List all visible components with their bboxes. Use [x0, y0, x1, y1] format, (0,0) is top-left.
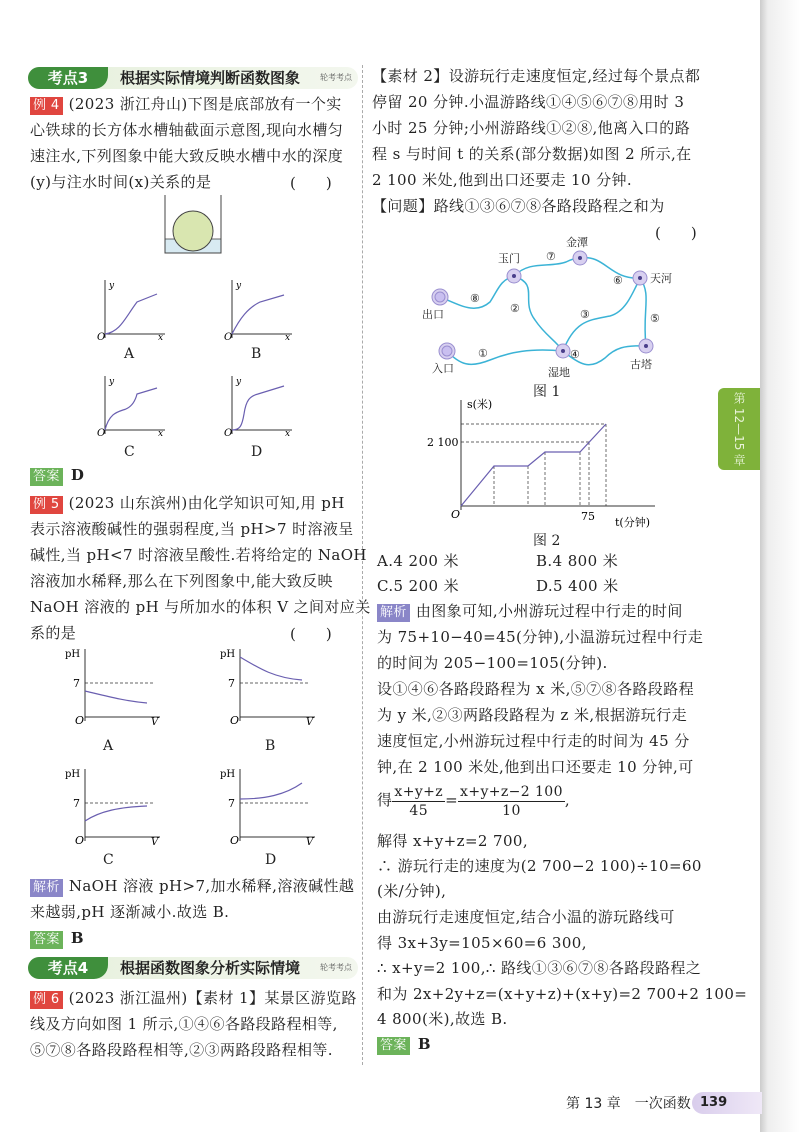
example-5-line: NaOH 溶液的 pH 与所加水的体积 V 之间对应关 — [30, 598, 371, 616]
example-6-line: 线及方向如图 1 所示,①④⑥各路段路程相等, — [30, 1015, 338, 1033]
example-6-line — [30, 988, 357, 1009]
chapter-side-tab: 第 12—15 章 — [718, 388, 760, 470]
example-badge: 例 5 — [30, 496, 63, 514]
origin-label: O — [97, 332, 106, 343]
route-map-figure-1 — [420, 236, 672, 385]
origin-label: O — [75, 714, 85, 727]
analysis-line: 4 800(米),故选 B. — [377, 1010, 508, 1028]
ph-seven-label: 7 — [73, 677, 80, 690]
example-5-line: 溶液加水稀释,那么在下列图象中,能大致反映 — [30, 572, 333, 590]
denominator: 10 — [502, 802, 521, 819]
x-axis-label: x — [285, 333, 291, 343]
answer-paren: ( ) — [655, 224, 697, 242]
answer-value: D — [70, 466, 85, 484]
answer-value: B — [417, 1035, 431, 1053]
material-2-line: 【素材 2】设游玩行走速度恒定,经过每个景点都 — [372, 67, 701, 85]
equals: = — [445, 791, 459, 809]
x-axis-label: x — [158, 333, 164, 343]
question-line: 【问题】路线①③⑥⑦⑧各路段路程之和为 — [372, 197, 665, 215]
analysis-line: 为 y 米,②③两路段路程为 z 米,根据游玩行走 — [377, 706, 687, 724]
analysis-line: 解得 x+y+z=2 700, — [377, 832, 529, 850]
footer-chapter-title: 第 13 章 一次函数 — [566, 1096, 691, 1112]
example-badge: 例 6 — [30, 991, 63, 1009]
option-label: C — [103, 852, 114, 868]
ph-graph-option-a — [55, 645, 165, 728]
segment-label: ⑤ — [650, 312, 660, 325]
equation-line — [377, 782, 570, 820]
text: (2023 浙江温州)【素材 1】某景区游览路 — [68, 989, 357, 1007]
distance-time-graph-figure-2 — [425, 396, 665, 531]
option-a: A.4 200 米 — [377, 552, 459, 570]
numerator: x+y+z−2 100 — [460, 783, 563, 800]
column-divider — [362, 65, 363, 1065]
section-title: 根据实际情境判断函数图象 — [120, 69, 301, 87]
place-wetland: 湿地 — [548, 366, 570, 379]
x-axis-label: x — [158, 429, 164, 439]
analysis-line: 速度恒定,小州游玩过程中行走的时间为 45 分 — [377, 732, 690, 750]
y-axis-label: pH — [220, 769, 236, 780]
x-axis-label: V — [306, 717, 314, 728]
graph-option-d — [222, 374, 297, 439]
material-2-line: 2 100 米处,他到出口还要走 10 分钟. — [372, 171, 633, 189]
option-d: D.5 400 米 — [536, 577, 619, 595]
option-label: A — [124, 346, 135, 362]
option-label: D — [251, 444, 263, 460]
analysis-line: ∴ x+y=2 100,∴ 路线①③⑥⑦⑧各路段路程之 — [377, 959, 702, 977]
y-axis-label: y — [109, 377, 115, 387]
option-label: A — [103, 738, 114, 754]
x-axis-label: V — [151, 717, 159, 728]
example-5-line — [30, 493, 345, 514]
place-jintan: 金潭 — [566, 236, 588, 249]
y-axis-label: y — [236, 377, 242, 387]
y-tick-2100: 2 100 — [427, 436, 459, 449]
numerator: x+y+z — [394, 783, 444, 800]
graph-option-c — [95, 374, 170, 439]
analysis-line: 为 75+10−40=45(分钟),小温游玩过程中行走 — [377, 628, 704, 646]
segment-label: ④ — [570, 348, 580, 361]
fraction — [458, 783, 565, 820]
x-axis-label: V — [306, 837, 314, 848]
answer-paren: ( ) — [290, 174, 332, 192]
origin-label: O — [451, 508, 461, 521]
graph-option-b — [222, 278, 297, 343]
analysis-line: 和为 2x+2y+z=(x+y+z)+(x+y)=2 700+2 100= — [377, 985, 748, 1003]
y-axis-label: s(米) — [467, 398, 493, 411]
answer-value: B — [70, 929, 84, 947]
origin-label: O — [75, 834, 85, 847]
text: 得 — [377, 791, 393, 809]
section-tag: 轮考考点 — [320, 963, 352, 972]
segment-label: ① — [478, 347, 488, 360]
ph-graph-option-c — [55, 765, 165, 848]
option-label: B — [265, 738, 276, 754]
analysis-line: 得 3x+3y=105×60=6 300, — [377, 934, 587, 952]
analysis-line: 的时间为 205−100=105(分钟). — [377, 654, 608, 672]
place-yumen: 玉门 — [498, 252, 520, 265]
x-axis-label: V — [151, 837, 159, 848]
material-2-line: 小时 25 分钟;小州游路线①②⑧,他离入口的路 — [372, 119, 691, 137]
text: 由图象可知,小州游玩过程中行走的时间 — [415, 602, 683, 620]
segment-label: ③ — [580, 308, 590, 321]
analysis-line: 由游玩行走速度恒定,结合小温的游玩路线可 — [377, 908, 675, 926]
ph-seven-label: 7 — [73, 797, 80, 810]
section-tag: 轮考考点 — [320, 73, 352, 82]
text: , — [564, 791, 571, 809]
graph-option-a — [95, 278, 170, 343]
ph-graph-option-b — [210, 645, 320, 728]
analysis-badge: 解析 — [377, 604, 410, 622]
origin-label: O — [97, 428, 106, 439]
analysis-line — [377, 601, 683, 622]
place-guta: 古塔 — [630, 358, 652, 371]
option-label: B — [251, 346, 262, 362]
ph-graph-option-d — [210, 765, 320, 848]
text: (2023 山东滨州)由化学知识可知,用 pH — [68, 494, 345, 512]
x-axis-label: t(分钟) — [615, 516, 651, 529]
place-tianhe: 天河 — [650, 272, 672, 285]
text: (2023 浙江舟山)下图是底部放有一个实 — [68, 95, 342, 113]
place-entrance: 入口 — [432, 362, 454, 375]
example-4-answer — [30, 465, 84, 486]
denominator: 45 — [409, 802, 429, 819]
section-header-kaodian4 — [28, 957, 358, 979]
option-c: C.5 200 米 — [377, 577, 460, 595]
answer-paren: ( ) — [290, 625, 332, 643]
example-4-line — [30, 94, 342, 115]
y-axis-label: y — [109, 281, 115, 291]
example-5-answer — [30, 928, 84, 949]
option-label: D — [265, 852, 277, 868]
y-axis-label: pH — [65, 769, 81, 780]
x-axis-label: x — [285, 429, 291, 439]
page-binding-edge — [760, 0, 800, 1132]
example-badge: 例 4 — [30, 97, 63, 115]
fraction — [392, 783, 445, 820]
answer-badge: 答案 — [30, 931, 63, 949]
origin-label: O — [224, 428, 233, 439]
origin-label: O — [230, 834, 240, 847]
example-6-line: ⑤⑦⑧各路段路程相等,②③两路段路程相等. — [30, 1041, 333, 1059]
section-badge: 考点4 — [28, 957, 108, 979]
page-number: 139 — [692, 1092, 762, 1114]
y-axis-label: pH — [65, 649, 81, 660]
section-badge: 考点3 — [28, 67, 108, 89]
segment-label: ⑧ — [470, 292, 480, 305]
section-header-kaodian3 — [28, 67, 358, 89]
answer-badge: 答案 — [30, 468, 63, 486]
example-5-analysis: 来越弱,pH 逐渐减小.故选 B. — [30, 903, 230, 921]
example-4-line: 心铁球的长方体水槽轴截面示意图,现向水槽匀 — [30, 121, 344, 139]
y-axis-label: y — [236, 281, 242, 291]
x-tick-75: 75 — [581, 510, 595, 523]
figure-1-caption: 图 1 — [533, 384, 561, 400]
analysis-line: 钟,在 2 100 米处,他到出口还要走 10 分钟,可 — [377, 758, 694, 776]
answer-line — [377, 1034, 431, 1055]
material-2-line: 停留 20 分钟.小温游路线①④⑤⑥⑦⑧用时 3 — [372, 93, 685, 111]
option-label: C — [124, 444, 135, 460]
text: NaOH 溶液 pH>7,加水稀释,溶液碱性越 — [68, 877, 355, 895]
ph-seven-label: 7 — [228, 797, 235, 810]
y-axis-label: pH — [220, 649, 236, 660]
example-5-line: 碱性,当 pH<7 时溶液呈酸性.若将给定的 NaOH — [30, 546, 367, 564]
analysis-line: ∴ 游玩行走的速度为(2 700−2 100)÷10=60 — [377, 857, 702, 875]
example-5-analysis — [30, 876, 354, 897]
place-exit: 出口 — [422, 308, 444, 321]
water-tank-diagram — [160, 195, 230, 265]
origin-label: O — [230, 714, 240, 727]
figure-2-caption: 图 2 — [533, 533, 561, 549]
analysis-badge: 解析 — [30, 879, 63, 897]
example-5-line: 系的是 — [30, 624, 77, 642]
analysis-line: (米/分钟), — [377, 882, 447, 900]
segment-label: ⑦ — [546, 250, 556, 263]
analysis-line: 设①④⑥各路段路程为 x 米,⑤⑦⑧各路段路程 — [377, 680, 694, 698]
material-2-line: 程 s 与时间 t 的关系(部分数据)如图 2 所示,在 — [372, 145, 692, 163]
example-4-line: (y)与注水时间(x)关系的是 — [30, 173, 212, 191]
section-title: 根据函数图象分析实际情境 — [120, 959, 301, 977]
option-b: B.4 800 米 — [536, 552, 619, 570]
example-5-line: 表示溶液酸碱性的强弱程度,当 pH>7 时溶液呈 — [30, 520, 354, 538]
example-4-line: 速注水,下列图象中能大致反映水槽中水的深度 — [30, 147, 344, 165]
segment-label: ⑥ — [613, 274, 623, 287]
answer-badge: 答案 — [377, 1037, 410, 1055]
ph-seven-label: 7 — [228, 677, 235, 690]
origin-label: O — [224, 332, 233, 343]
segment-label: ② — [510, 302, 520, 315]
